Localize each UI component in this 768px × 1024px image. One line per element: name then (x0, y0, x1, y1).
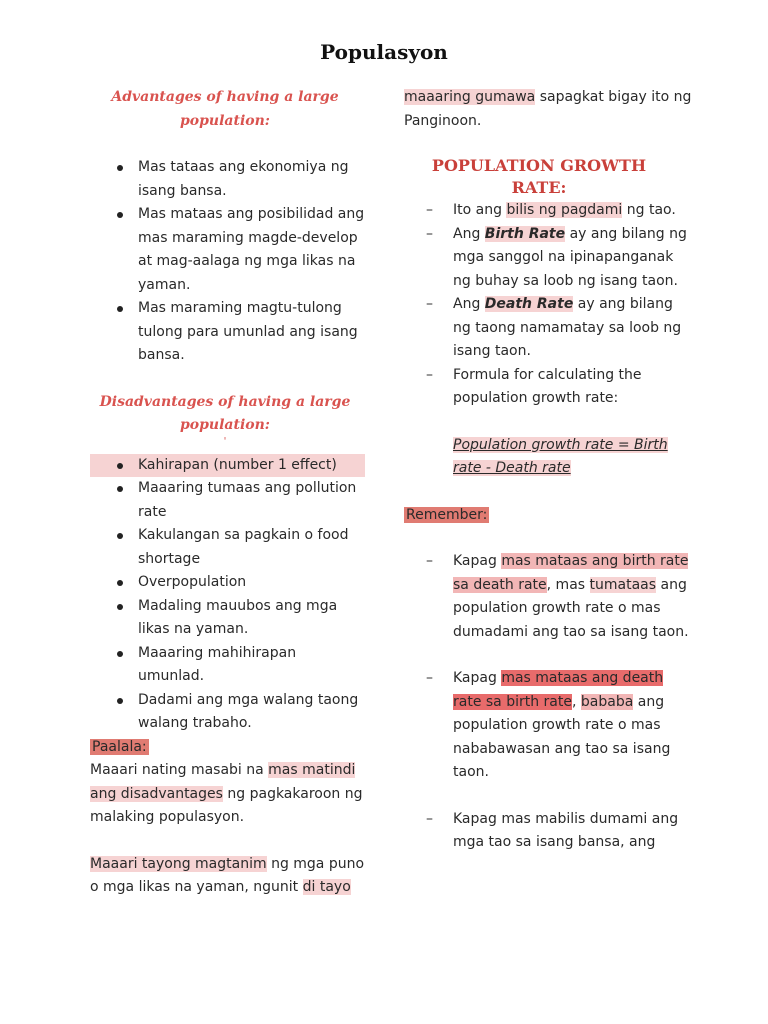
continued-paragraph (404, 86, 694, 133)
text-run: , mas (546, 576, 590, 593)
list-item: – Kapag mas mabilis dumami ang mga tao sa isang bansa, ang (404, 808, 694, 855)
tanim-paragraph (90, 853, 365, 900)
left-column (90, 86, 365, 900)
list-item: Maaaring mahihirapan umunlad. (90, 642, 365, 689)
formula (404, 434, 694, 481)
stray-mark: ' (223, 435, 227, 447)
list-item (404, 199, 694, 223)
highlight: Death Rate (484, 296, 574, 312)
list-item (404, 223, 694, 294)
highlight: mas mataas ang birth rate sa death rate (453, 553, 689, 593)
list-item: Madaling mauubos ang mga likas na yaman. (90, 595, 365, 642)
text-run: Ito ang (453, 202, 507, 218)
advantages-list (90, 156, 365, 368)
advantages-heading: Advantages of having a large population: (111, 89, 339, 129)
remember-label: Remember: (406, 506, 488, 523)
text-run: Maaari nating masabi na (90, 762, 269, 778)
text-run: Ang (453, 225, 485, 242)
list-item (404, 550, 694, 644)
growth-rate-heading: POPULATION GROWTH RATE: (431, 156, 647, 197)
list-item: – Formula for calculating the population growth rate: (404, 364, 694, 411)
text-run: ay ang bilang ng taong namamatay sa loob ng isang taon. (453, 296, 682, 359)
disadvantages-heading: Disadvantages of having a large population: (99, 393, 351, 433)
text-run: ay ang bilang ng mga sanggol na ipinapanganak ng buhay sa loob ng isang taon. (453, 225, 687, 289)
list-item: Kahirapan (number 1 effect) (90, 454, 365, 478)
list-item: Mas tataas ang ekonomiya ng isang bansa. (90, 156, 365, 203)
list-item: Maaaring tumaas ang pollution rate (90, 477, 365, 524)
highlight: mas mataas ang death rate sa birth rate (453, 670, 664, 710)
list-item (404, 293, 694, 364)
text-run: ng tao. (622, 202, 676, 218)
highlight: mas matindi ang disadvantages (90, 762, 356, 802)
highlight: di tayo (302, 879, 351, 895)
text-run: Kapag (453, 670, 502, 686)
highlight: bababa (580, 693, 634, 710)
right-column (404, 86, 694, 855)
list-item: Overpopulation (90, 571, 365, 595)
text-run: sapagkat bigay ito ng Panginoon. (404, 89, 692, 129)
text-run: , (572, 693, 581, 710)
text-run: Kapag (453, 553, 502, 569)
growth-rate-list (404, 199, 694, 411)
remember-list-3 (404, 808, 694, 855)
highlight: Birth Rate (484, 225, 566, 242)
text-run: ang population growth rate o mas dumadami ang tao sa isang taon. (453, 576, 689, 640)
list-item: Mas mataas ang posibilidad ang mas maraming magde-develop at mag-aalaga ng mga likas na yaman. (90, 203, 365, 297)
list-item: Mas maraming magtu-tulong tulong para umunlad ang isang bansa. (90, 297, 365, 368)
text-run: Ang (453, 296, 485, 312)
disadvantages-list (90, 454, 365, 736)
text-run: ng pagkakaroon ng malaking populasyon. (90, 785, 363, 825)
remember-list (404, 550, 694, 644)
page-title: Populasyon (320, 40, 448, 64)
text-run: ng mga puno o mga likas na yaman, ngunit (90, 855, 365, 895)
text-run: ang population growth rate o mas nababawasan ang tao sa isang taon. (453, 693, 671, 780)
remember-list-2 (404, 667, 694, 785)
highlight: bilis ng pagdami (506, 202, 623, 218)
paalala-label: Paalala: (92, 738, 147, 755)
highlight: tumataas (589, 576, 657, 593)
paalala-paragraph (90, 759, 365, 830)
highlight: maaaring gumawa (404, 89, 536, 105)
list-item: Dadami ang mga walang taong walang trabaho. (90, 689, 365, 736)
highlight: Maaari tayong magtanim (90, 855, 267, 872)
list-item: Kakulangan sa pagkain o food shortage (90, 524, 365, 571)
list-item (404, 667, 694, 785)
formula-text: Population growth rate = Birth rate - Death rate (453, 436, 668, 476)
